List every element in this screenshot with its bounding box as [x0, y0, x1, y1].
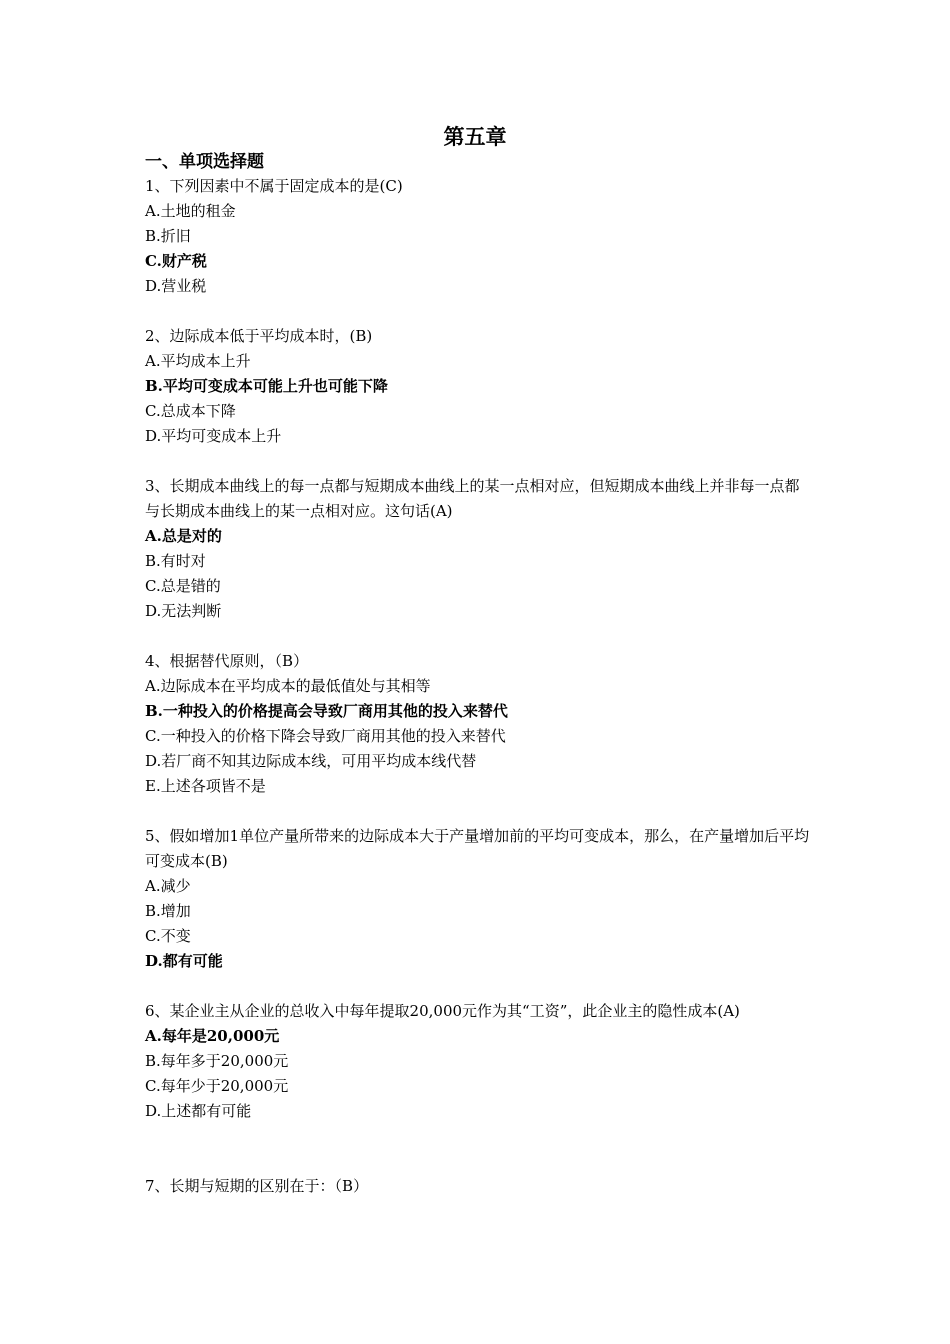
option-b: B.有时对: [145, 552, 206, 570]
option-c: C.每年少于20,000元: [145, 1077, 289, 1095]
option-b: B.每年多于20,000元: [145, 1052, 289, 1070]
option-d-answer: D.都有可能: [145, 952, 223, 970]
option-c: C.不变: [145, 927, 191, 945]
option-d: D.无法判断: [145, 602, 222, 620]
question-text: 6、某企业主从企业的总收入中每年提取20,000元作为其“工资”，此企业主的隐性成本(A): [145, 1002, 740, 1020]
option-e: E.上述各项皆不是: [145, 777, 266, 795]
option-d: D.若厂商不知其边际成本线，可用平均成本线代替: [145, 752, 477, 770]
option-d: D.上述都有可能: [145, 1102, 252, 1120]
question-text: 7、长期与短期的区别在于：（B）: [145, 1177, 369, 1195]
question-1: [145, 174, 810, 299]
question-text: 3、长期成本曲线上的每一点都与短期成本曲线上的某一点相对应，但短期成本曲线上并非每一点都与长期成本曲线上的某一点相对应。这句话(A): [145, 477, 800, 520]
question-5: [145, 824, 810, 974]
option-c-answer: C.财产税: [145, 252, 207, 270]
option-b-answer: B.一种投入的价格提高会导致厂商用其他的投入来替代: [145, 702, 508, 720]
option-b: B.增加: [145, 902, 191, 920]
section-heading: 一、单项选择题: [145, 152, 264, 172]
question-text: 2、边际成本低于平均成本时，(B): [145, 327, 373, 345]
option-a: A.减少: [145, 877, 191, 895]
question-list: [145, 174, 810, 1224]
option-a: A.边际成本在平均成本的最低值处与其相等: [145, 677, 431, 695]
option-a: A.土地的租金: [145, 202, 236, 220]
option-a-answer: A.每年是20,000元: [145, 1027, 280, 1045]
option-b: B.折旧: [145, 227, 191, 245]
option-b-answer: B.平均可变成本可能上升也可能下降: [145, 377, 388, 395]
question-text: 1、下列因素中不属于固定成本的是(C): [145, 177, 403, 195]
question-3: [145, 474, 810, 624]
question-7: [145, 1174, 810, 1199]
option-d: D.营业税: [145, 277, 207, 295]
question-text: 4、根据替代原则，（B）: [145, 652, 309, 670]
option-a-answer: A.总是对的: [145, 527, 222, 545]
question-6: [145, 999, 810, 1124]
option-c: C.总成本下降: [145, 402, 236, 420]
question-2: [145, 324, 810, 449]
option-a: A.平均成本上升: [145, 352, 251, 370]
question-text: 5、假如增加1单位产量所带来的边际成本大于产量增加前的平均可变成本，那么，在产量增加后平均可变成本(B): [145, 827, 810, 870]
option-c: C.一种投入的价格下降会导致厂商用其他的投入来替代: [145, 727, 506, 745]
option-c: C.总是错的: [145, 577, 221, 595]
chapter-title: 第五章: [443, 124, 507, 149]
question-4: [145, 649, 810, 799]
option-d: D.平均可变成本上升: [145, 427, 282, 445]
